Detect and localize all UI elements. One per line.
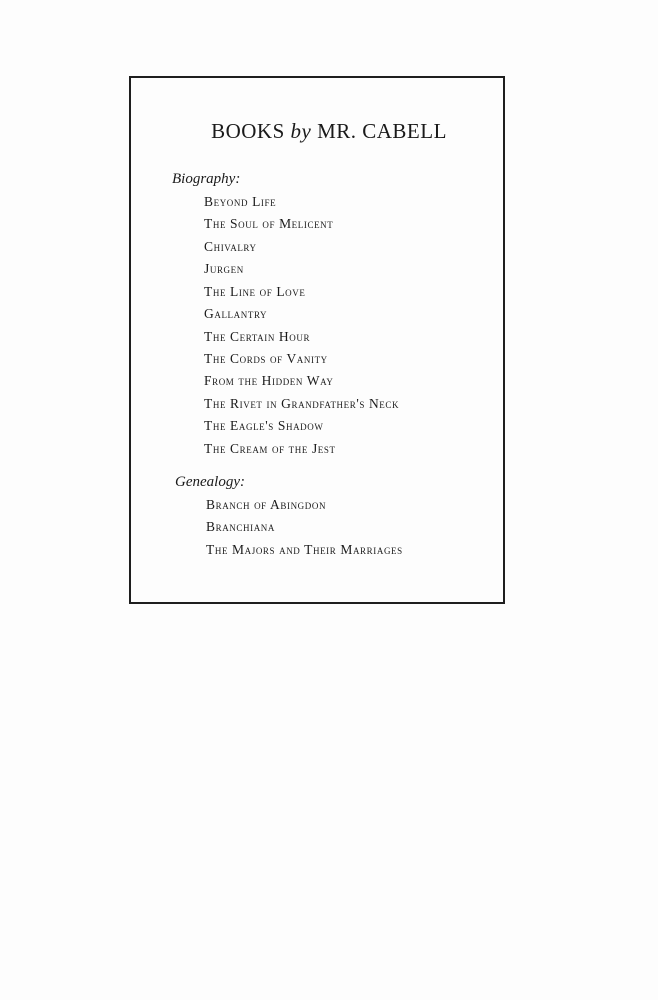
biography-item-from-the-hidden-way: From the Hidden Way: [204, 373, 334, 388]
biography-item-rivet-in-grandfathers-neck: The Rivet in Grandfather's Neck: [204, 396, 400, 411]
genealogy-item-branch-of-abingdon: Branch of Abingdon: [206, 497, 327, 512]
biography-item-line-of-love: The Line of Love: [204, 284, 306, 299]
title-author: MR. CABELL: [311, 119, 447, 143]
biography-item-beyond-life: Beyond Life: [204, 194, 277, 209]
title-by: by: [290, 119, 312, 143]
biography-item-cream-of-the-jest: The Cream of the Jest: [204, 441, 336, 456]
biography-heading: Biography:: [172, 171, 241, 187]
biography-item-soul-of-melicent: The Soul of Melicent: [204, 216, 334, 231]
biography-item-certain-hour: The Certain Hour: [204, 329, 311, 344]
title-books: BOOKS: [211, 119, 291, 143]
biography-item-chivalry: Chivalry: [204, 239, 257, 254]
biography-item-cords-of-vanity: The Cords of Vanity: [204, 351, 328, 366]
page-border-frame: [129, 76, 505, 604]
genealogy-heading: Genealogy:: [175, 474, 245, 490]
biography-item-jurgen: Jurgen: [204, 261, 244, 276]
genealogy-item-branchiana: Branchiana: [206, 519, 276, 534]
biography-item-eagles-shadow: The Eagle's Shadow: [204, 418, 324, 433]
page-title: [0, 119, 658, 144]
biography-item-gallantry: Gallantry: [204, 306, 268, 321]
genealogy-item-majors-and-their-marriages: The Majors and Their Marriages: [206, 542, 403, 557]
